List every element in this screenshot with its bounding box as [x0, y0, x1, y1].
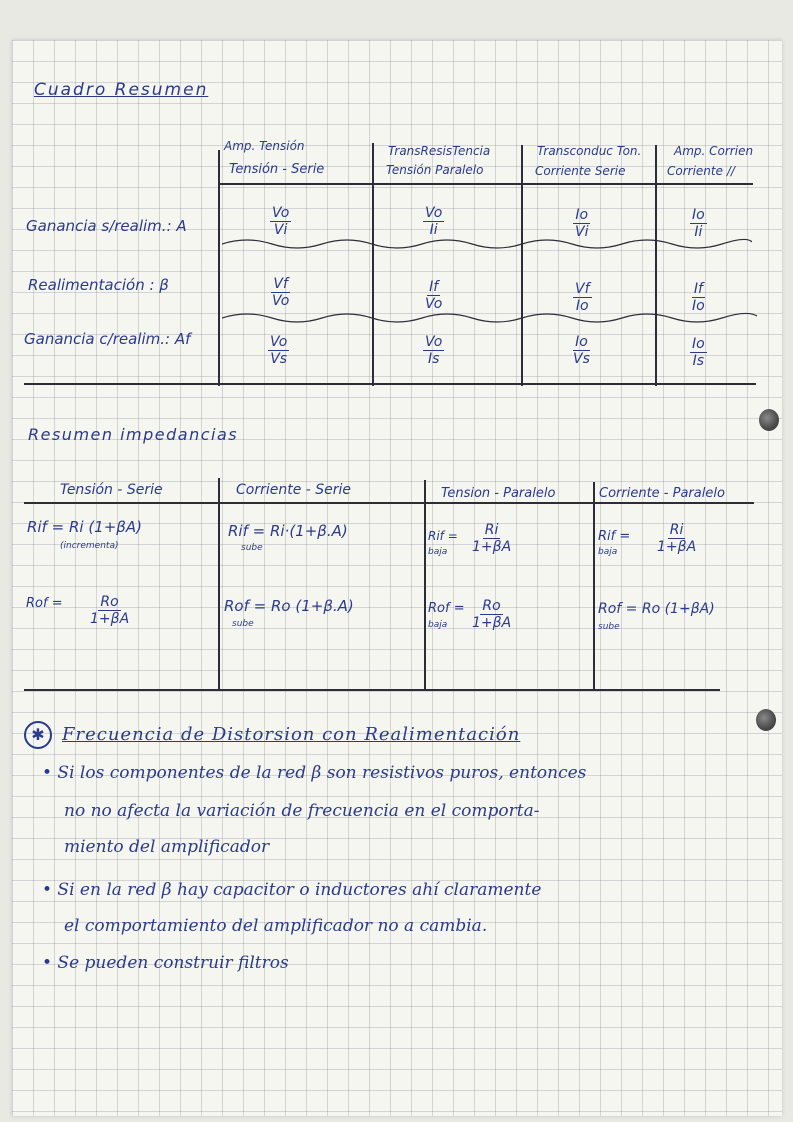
- impedance-divider: [593, 482, 595, 690]
- note-line: • Si los componentes de la red β son resistivos puros, entonces: [42, 763, 587, 783]
- row-label: Ganancia c/realim.: Af: [24, 330, 191, 348]
- closed-loop-fraction: $\frac{Io}{Is}$: [692, 336, 705, 369]
- feedback-fraction: $\frac{If}{Io}$: [692, 281, 705, 314]
- col-header-bottom: Tensión Paralelo: [386, 163, 484, 177]
- impedance-header: Corriente - Serie: [236, 482, 352, 498]
- col-header-top: Transconduc Ton.: [537, 144, 642, 158]
- rif-formula: Rif = Ri·(1+β.A): [228, 522, 348, 540]
- rof-lhs: Rof =: [428, 601, 465, 616]
- feedback-fraction: $\frac{Vf}{Vo}$: [272, 276, 290, 309]
- rof-fraction: $\frac{Ro}{1+\beta A}$: [472, 598, 512, 631]
- rof-formula: Rof = Ro (1+βA): [598, 601, 715, 617]
- header-rule: [218, 183, 753, 185]
- rof-fraction: $\frac{Ro}{1+\beta A}$: [90, 594, 130, 627]
- feedback-fraction: $\frac{If}{Vo}$: [425, 279, 443, 312]
- rof-lhs: Rof =: [26, 596, 63, 611]
- rof-note: baja: [428, 620, 448, 630]
- col-header-bottom: Tensión - Serie: [229, 162, 325, 177]
- note-line: • Si en la red β hay capacitor o inductores ahí claramente: [42, 880, 542, 900]
- rif-fraction: $\frac{Ri}{1+\beta A}$: [472, 522, 512, 555]
- col-header-bottom: Corriente //: [667, 164, 735, 178]
- note-line: • Se pueden construir filtros: [42, 953, 289, 973]
- impedance-header: Tension - Paralelo: [441, 486, 556, 501]
- impedance-header: Corriente - Paralelo: [599, 486, 725, 501]
- impedance-divider: [218, 478, 220, 690]
- section-title: Resumen impedancias: [28, 425, 239, 444]
- impedance-bottom-rule: [24, 689, 720, 691]
- rif-formula: Rif = Ri (1+βA): [27, 518, 142, 536]
- table-bottom-rule: [24, 383, 756, 385]
- rif-lhs: Rif =: [598, 529, 631, 544]
- row-label: Ganancia s/realim.: A: [26, 217, 187, 235]
- rif-note: baja: [598, 547, 618, 557]
- gain-fraction: $\frac{Io}{Vi}$: [575, 207, 589, 240]
- feedback-fraction: $\frac{Vf}{Io}$: [575, 281, 590, 314]
- asterisk-circle-icon: ✱: [24, 721, 52, 749]
- column-divider: [655, 145, 657, 386]
- note-line: el comportamiento del amplificador no a cambia.: [64, 916, 488, 936]
- notes-heading: Frecuencia de Distorsion con Realimentación: [62, 724, 521, 745]
- col-header-top: Amp. Tensión: [224, 139, 305, 153]
- gain-fraction: $\frac{Vo}{Ii}$: [425, 205, 443, 238]
- rif-note: sube: [241, 543, 263, 553]
- closed-loop-fraction: $\frac{Vo}{Is}$: [425, 334, 443, 367]
- gain-fraction: $\frac{Vo}{Vi}$: [272, 205, 290, 238]
- rif-note: baja: [428, 547, 448, 557]
- impedance-header: Tensión - Serie: [60, 482, 163, 498]
- rif-lhs: Rif =: [428, 529, 458, 543]
- note-line: no no afecta la variación de frecuencia en el comporta-: [64, 801, 540, 821]
- rof-note: sube: [598, 622, 620, 632]
- rof-note: sube: [232, 619, 254, 629]
- page-title: Cuadro Resumen: [34, 80, 209, 100]
- closed-loop-fraction: $\frac{Io}{Vs}$: [573, 334, 590, 367]
- binder-hole-icon: [759, 409, 779, 431]
- rif-note: (incrementa): [60, 541, 119, 551]
- col-header-bottom: Corriente Serie: [535, 164, 626, 178]
- impedance-header-rule: [24, 502, 754, 504]
- note-line: miento del amplificador: [64, 837, 270, 857]
- closed-loop-fraction: $\frac{Vo}{Vs}$: [270, 334, 288, 367]
- rif-fraction: $\frac{Ri}{1+\beta A}$: [657, 522, 697, 555]
- row-label: Realimentación : β: [28, 276, 169, 294]
- impedance-divider: [424, 480, 426, 690]
- col-header-top: Amp. Corrien: [674, 144, 754, 158]
- row-divider-wave: [222, 310, 762, 326]
- column-divider: [218, 150, 220, 386]
- row-divider-wave: [222, 236, 752, 252]
- rof-formula: Rof = Ro (1+β.A): [224, 597, 354, 615]
- gain-fraction: $\frac{Io}{Ii}$: [692, 207, 705, 240]
- column-divider: [521, 145, 523, 386]
- binder-hole-icon: [756, 709, 776, 731]
- column-divider: [372, 143, 374, 386]
- col-header-top: TransResisTencia: [388, 144, 491, 158]
